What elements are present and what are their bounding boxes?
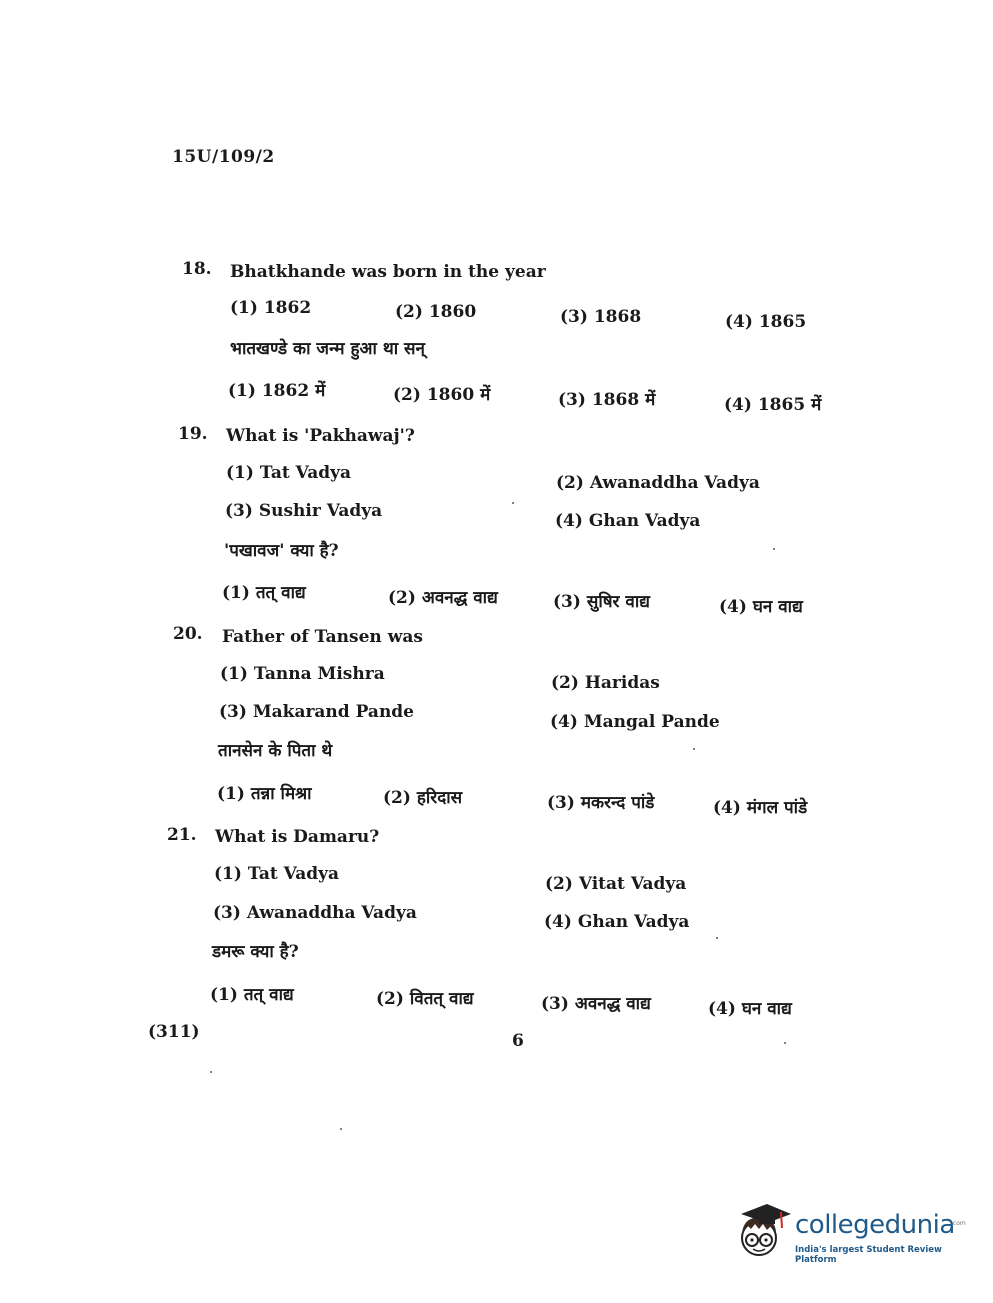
hindi-option-3: (3) सुषिर वाद्य (553, 592, 650, 612)
question-number: 19. (178, 424, 208, 444)
logo-tagline: India's largest Student Review Platform (795, 1245, 942, 1265)
scan-speck (784, 1042, 786, 1044)
hindi-option-3: (3) अवनद्ध वाद्य (541, 994, 651, 1014)
hindi-option-1: (1) तन्ना मिश्रा (217, 784, 312, 804)
option-4: (4) Mangal Pande (550, 712, 720, 732)
question-text: What is Damaru? (215, 827, 380, 847)
option-3: (3) Sushir Vadya (225, 501, 383, 521)
scan-speck (693, 748, 695, 750)
option-4: (4) 1865 (725, 312, 807, 332)
option-2: (2) Vitat Vadya (545, 874, 687, 894)
hindi-question-text: 'पखावज' क्या है? (224, 541, 339, 561)
hindi-option-4: (4) घन वाद्य (708, 999, 792, 1019)
scan-speck (773, 548, 775, 550)
option-4: (4) Ghan Vadya (544, 912, 690, 932)
hindi-question-text: भातखण्डे का जन्म हुआ था सन् (230, 339, 425, 359)
scan-speck (210, 1071, 212, 1073)
page-number: 6 (512, 1031, 524, 1051)
collegedunia-logo (733, 1198, 966, 1268)
question-text: Bhatkhande was born in the year (230, 262, 546, 282)
option-3: (3) Makarand Pande (219, 702, 415, 722)
scan-speck (716, 937, 718, 939)
question-text: Father of Tansen was (222, 627, 423, 647)
hindi-option-3: (3) मकरन्द पांडे (547, 793, 655, 813)
question-number: 18. (182, 259, 212, 279)
question-text: What is 'Pakhawaj'? (226, 426, 415, 446)
footer-code: (311) (148, 1022, 200, 1042)
option-1: (1) 1862 (230, 298, 312, 318)
hindi-option-4: (4) मंगल पांडे (713, 798, 808, 818)
hindi-option-1: (1) तत् वाद्य (210, 985, 294, 1005)
option-3: (3) 1868 (560, 307, 642, 327)
option-2: (2) 1860 (395, 302, 477, 322)
logo-suffix: .com (951, 1220, 966, 1227)
hindi-option-2: (2) अवनद्ध वाद्य (388, 588, 498, 608)
hindi-option-2: (2) वितत् वाद्य (376, 989, 474, 1009)
hindi-option-1: (1) 1862 में (228, 381, 326, 401)
scan-speck (340, 1128, 342, 1130)
hindi-option-4: (4) घन वाद्य (719, 597, 803, 617)
option-2: (2) Awanaddha Vadya (556, 473, 760, 493)
option-2: (2) Haridas (551, 673, 660, 693)
option-4: (4) Ghan Vadya (555, 511, 701, 531)
scan-speck (512, 502, 514, 504)
question-number: 20. (173, 624, 203, 644)
option-1: (1) Tat Vadya (214, 864, 340, 884)
option-1: (1) Tanna Mishra (220, 664, 385, 684)
hindi-option-2: (2) हरिदास (383, 788, 463, 808)
option-1: (1) Tat Vadya (226, 463, 352, 483)
hindi-option-1: (1) तत् वाद्य (222, 583, 306, 603)
hindi-option-2: (2) 1860 में (393, 385, 491, 405)
question-number: 21. (167, 825, 197, 845)
hindi-option-4: (4) 1865 में (724, 395, 822, 415)
paper-code: 15U/109/2 (172, 147, 275, 167)
hindi-question-text: तानसेन के पिता थे (218, 741, 333, 761)
logo-wordmark: collegedunia (795, 1210, 955, 1240)
option-3: (3) Awanaddha Vadya (213, 903, 417, 923)
mascot-icon (733, 1198, 795, 1268)
hindi-question-text: डमरू क्या है? (212, 942, 299, 962)
hindi-option-3: (3) 1868 में (558, 390, 656, 410)
